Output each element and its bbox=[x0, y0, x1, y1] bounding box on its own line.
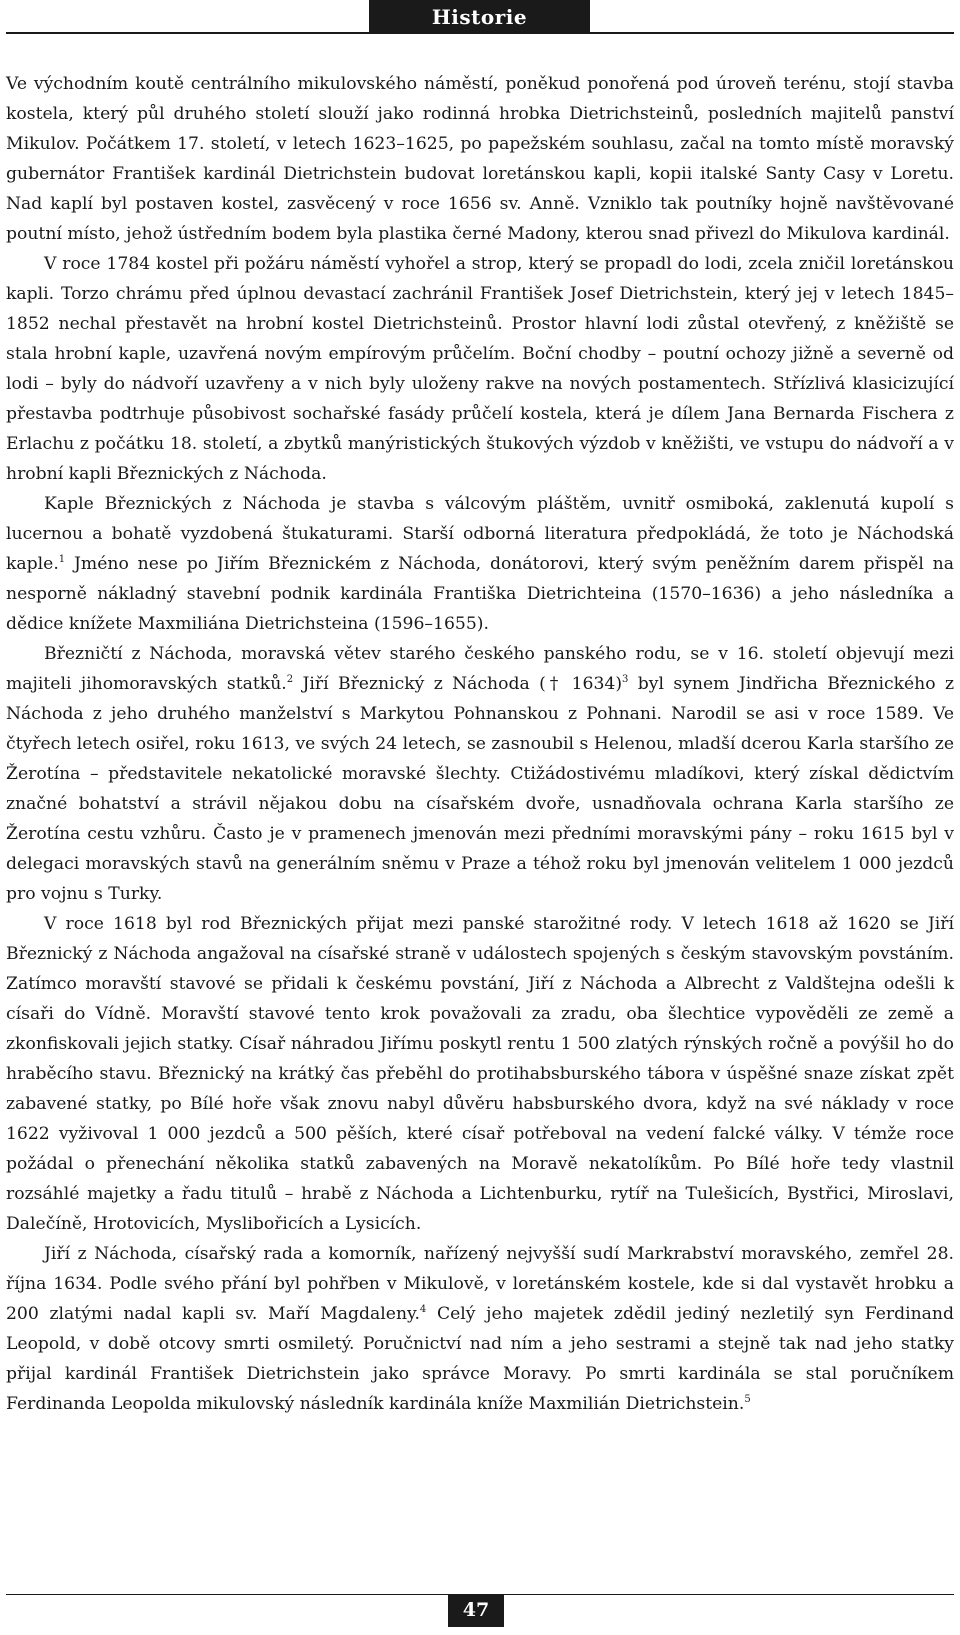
paragraph-1: Ve východním koutě centrálního mikulovského náměstí, poněkud ponořená pod úroveň terénu, stojí stavba kostela, který půl druhého století slouží jako rodinná hrobka Dietrichsteinů, posledních majitelů panství Mikulov. Počátkem 17. století, v letech 1623–1625, po papežském souhlasu, začal na tomto místě moravský gubernátor František kardinál Dietrichstein budovat loretánskou kapli, kopii italské Santy Casy v Loretu. Nad kaplí byl postaven kostel, zasvěcený v roce 1656 sv. Anně. Vzniklo tak poutníky hojně navštěvované poutní místo, jehož ústředním bodem byla plastika černé Madony, kterou snad přivezl do Mikulova kardinál. bbox=[6, 74, 954, 244]
footnote-ref-4[interactable]: 4 bbox=[419, 1304, 427, 1315]
page-number: 47 bbox=[448, 1594, 504, 1627]
paragraph-4-text-a: Březničtí z Náchoda, moravská větev starého českého panského rodu, se v 16. století objevují mezi majiteli jihomoravských statků. bbox=[6, 644, 954, 694]
footnote-ref-2[interactable]: 2 bbox=[286, 674, 294, 685]
paragraph-3-text-b: Jméno nese po Jiřím Březnickém z Náchoda, donátorovi, který svým peněžním darem přispěl na nesporně nákladný stavební podnik kardinála Františka Dietrichteina (1570–1636) a jeho následníka a dědice knížete Maxmiliána Dietrichsteina (1596–1655). bbox=[6, 554, 954, 634]
paragraph-6-text-b: Celý jeho majetek zdědil jediný nezletilý syn Ferdinand Leopold, v době otcovy smrti osmiletý. Poručnictví nad ním a jeho sestrami a stejně tak nad jeho statky přijal kardinál František Dietrichstein jako správce Moravy. Po smrti kardinála se stal poručníkem Ferdinanda Leopolda mikulovský následník kardinála kníže Maxmilián Dietrichstein. bbox=[6, 1304, 954, 1414]
section-title: Historie bbox=[369, 0, 590, 34]
paragraph-4-text-c: byl synem Jindřicha Březnického z Náchoda z jeho druhého manželství s Markytou Pohnanskou z Pohnani. Narodil se asi v roce 1589. Ve čtyřech letech osiřel, roku 1613, ve svých 24 letech, se zasnoubil s Helenou, mladší dcerou Karla staršího ze Žerotína – představitele nekatolické moravské šlechty. Ctižádostivému mladíkovi, který získal dědictvím značné bohatství a strávil nějakou dobu na císařském dvoře, usnadňovala ochrana Karla staršího ze Žerotína cestu vzhůru. Často je v pramenech jmenován mezi předními moravskými pány – roku 1615 byl v delegaci moravských stavů na generálním sněmu v Praze a téhož roku byl jmenován velitelem 1 000 jezdců pro vojnu s Turky. bbox=[6, 674, 955, 904]
paragraph-5: V roce 1618 byl rod Březnických přijat mezi panské starožitné rody. V letech 1618 až 1620 se Jiří Březnický z Náchoda angažoval na císařské straně v událostech spojených s českým stavovským povstáním. Zatímco moravští stavové se přidali k českému povstání, Jiří z Náchoda a Albrecht z Valdštejna odešli k císaři do Vídně. Moravští stavové tento krok považovali za zradu, oba šlechtice vypověděli ze země a zkonfiskovali jejich statky. Císař náhradou Jiřímu poskytl rentu 1 500 zlatých rýnských ročně a povýšil ho do hraběcího stavu. Březnický na krátký čas přeběhl do protihabsburského tábora v úspěšné snaze získat zpět zabavené statky, po Bílé hoře však znovu nabyl důvěru habsburského dvora, když na své náklady v roce 1622 vyživoval 1 000 jezdců a 500 pěších, které císař potřeboval na vedení falcké války. V témže roce požádal o přenechání několika statků zabavených na Moravě nekatolíkům. Po Bílé hoře tedy vlastnil rozsáhlé majetky a řadu titulů – hrabě z Náchoda a Lichtenburku, rytíř na Tulešicích, Bystřici, Miroslavi, Dalečíně, Hrotovicích, Myslibořicích a Lysicích. bbox=[6, 914, 954, 1234]
footnote-ref-1[interactable]: 1 bbox=[58, 554, 66, 565]
footnote-ref-3[interactable]: 3 bbox=[622, 674, 629, 685]
footnote-ref-5[interactable]: 5 bbox=[744, 1394, 751, 1405]
paragraph-3 bbox=[6, 489, 954, 639]
paragraph-6 bbox=[6, 1239, 954, 1419]
article-body bbox=[6, 69, 954, 1419]
paragraph-2: V roce 1784 kostel při požáru náměstí vyhořel a strop, který se propadl do lodi, zcela zničil loretánskou kapli. Torzo chrámu před úplnou devastací zachránil František Josef Dietrichstein, který jej v letech 1845–1852 nechal přestavět na hrobní kostel Dietrichsteinů. Prostor hlavní lodi zůstal otevřený, z kněžiště se stala hrobní kaple, uzavřená novým empírovým průčelím. Boční chodby – poutní ochozy jižně a severně od lodi – byly do nádvoří uzavřeny a v nich byly uloženy rakve na nových postamentech. Střízlivá klasicizující přestavba podtrhuje působivost sochařské fasády průčelí kostela, která je dílem Jana Bernarda Fischera z Erlachu z počátku 18. století, a zbytků manýristických štukových výzdob v kněžišti, ve vstupu do nádvoří a v hrobní kapli Březnických z Náchoda. bbox=[6, 254, 954, 484]
paragraph-4 bbox=[6, 639, 954, 909]
paragraph-6-text-a: Jiří z Náchoda, císařský rada a komorník, nařízený nejvyšší sudí Markrabství moravského, zemřel 28. října 1634. Podle svého přání byl pohřben v Mikulově, v loretánském kostele, kde si dal vystavět hrobku a 200 zlatými nadal kapli sv. Maří Magdaleny. bbox=[6, 1244, 954, 1324]
paragraph-4-text-b: Jiří Březnický z Náchoda († 1634) bbox=[293, 674, 623, 694]
paragraph-3-text-a: Kaple Březnických z Náchoda je stavba s válcovým pláštěm, uvnitř osmiboká, zaklenutá kupolí s lucernou a bohatě vyzdobená štukaturami. Starší odborná literatura předpokládá, že toto je Náchodská kaple. bbox=[6, 494, 954, 574]
